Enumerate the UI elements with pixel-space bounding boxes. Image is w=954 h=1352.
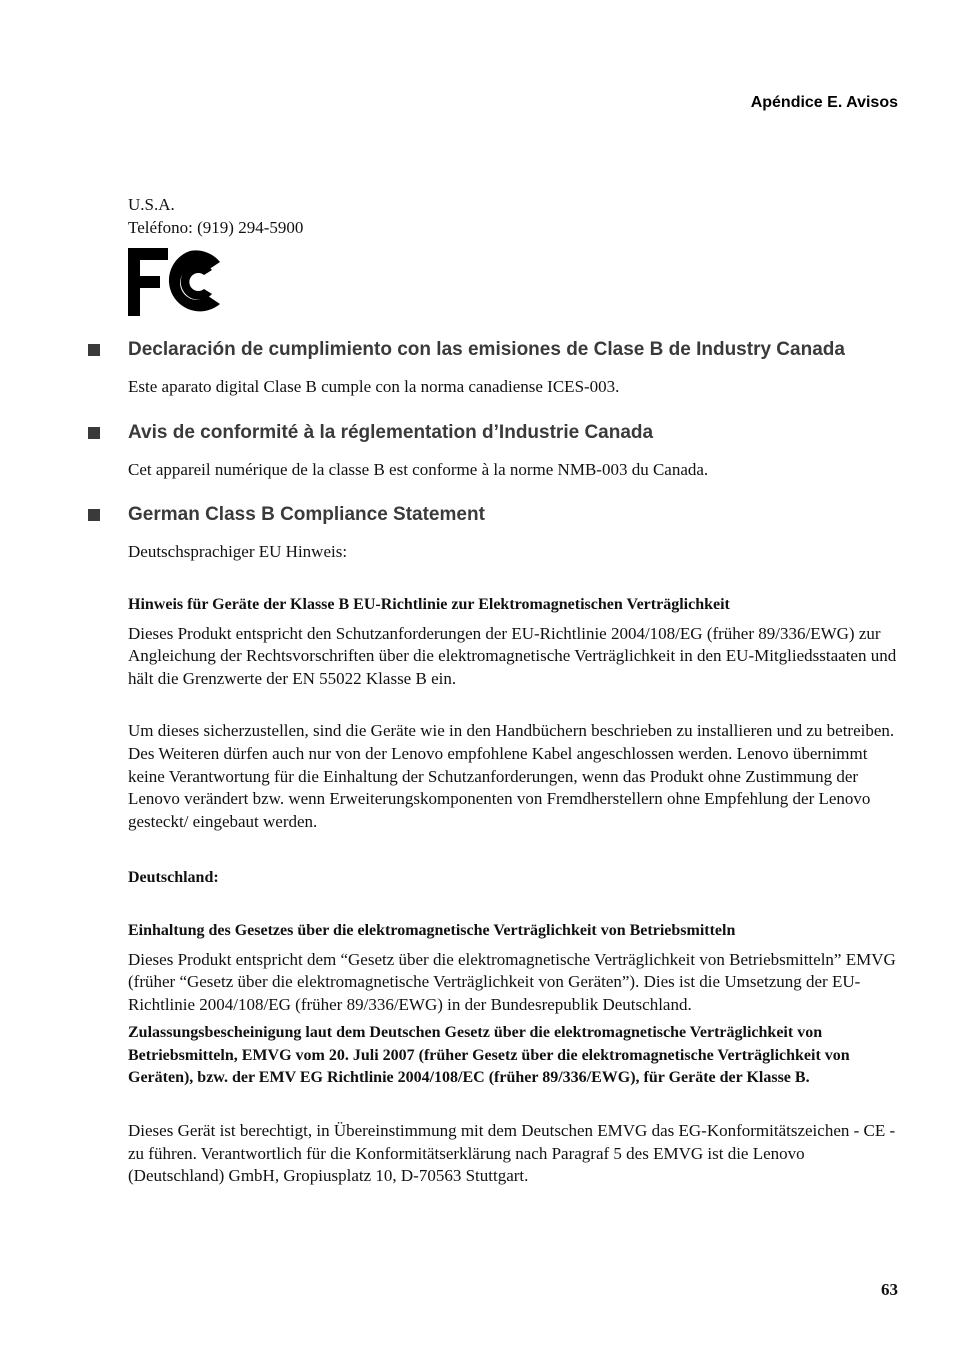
section-industrie-canada-fr <box>128 421 904 482</box>
section-body: Cet appareil numérique de la classe B est conforme à la norme NMB-003 du Canada. <box>128 459 709 479</box>
hinweis-body: Dieses Produkt entspricht den Schutzanforderungen der EU-Richtlinie 2004/108/EG (früher 89/336/EWG) zur Angleichung der Rechtsvorschriften über die elektromagnetische Verträglichkeit in den EU-Mitgliedsstaaten und hält die Grenzwerte der EN 55022 Klasse B ein. <box>128 623 897 688</box>
square-bullet-icon <box>88 509 100 521</box>
page-number: 63 <box>881 1280 898 1299</box>
running-header: Apéndice E. Avisos <box>750 94 898 111</box>
page-content <box>128 194 904 1188</box>
section-body: Deutschsprachiger EU Hinweis: <box>128 542 348 562</box>
square-bullet-icon <box>88 427 100 439</box>
section-body: Este aparato digital Clase B cumple con la norma canadiense ICES-003. <box>128 377 620 397</box>
zulassung-heading: Zulassungsbescheinigung laut dem Deutschen Gesetz über die elektromagnetische Verträglichkeit von Betriebsmitteln, EMVG vom 20. Juli 2007 (früher Gesetz über die elektromagnetische Verträglichkeit von Geräten), bzw. der EMV EG Richtlinie 2004/108/EC (früher 89/336/EWG), für Geräte der Klasse B. <box>128 1024 850 1087</box>
address-block <box>128 194 904 239</box>
einhaltung-heading: Einhaltung des Gesetzes über die elektromagnetische Verträglichkeit von Betriebsmitteln <box>128 921 736 939</box>
install-paragraph: Um dieses sicherzustellen, sind die Geräte wie in den Handbüchern beschrieben zu installieren und zu betreiben. Des Weiteren dürfen auch nur von der Lenovo empfohlene Kabel angeschlossen werden. Lenovo übernimmt keine Verantwortung für die Einhaltung der Schutzanforderungen, wenn das Produkt ohne Zustimmung der Lenovo verändert bzw. wenn Erweiterungskomponenten von Fremdherstellern ohne Empfehlung der Lenovo gesteckt/ eingebaut werden. <box>128 721 895 831</box>
address-phone: Teléfono: (919) 294-5900 <box>128 217 304 237</box>
hinweis-heading: Hinweis für Geräte der Klasse B EU-Richtlinie zur Elektromagnetischen Verträglichkeit <box>128 595 730 613</box>
fcc-logo-icon <box>128 248 220 316</box>
section-industry-canada-es <box>128 338 904 399</box>
address-country: U.S.A. <box>128 195 175 214</box>
section-heading: German Class B Compliance Statement <box>128 504 485 526</box>
section-heading: Avis de conformité à la réglementation d’Industrie Canada <box>128 421 654 443</box>
zulassung-body: Dieses Gerät ist berechtigt, in Übereinstimmung mit dem Deutschen EMVG das EG-Konformitätszeichen - CE - zu führen. Verantwortlich für die Konformitätserklärung nach Paragraf 5 des EMVG ist die Lenovo (Deutschland) GmbH, Gropiusplatz 10, D-70563 Stuttgart. <box>128 1121 896 1186</box>
square-bullet-icon <box>88 344 100 356</box>
deutschland-label: Deutschland: <box>128 869 219 887</box>
section-german-class-b <box>128 503 904 564</box>
einhaltung-body: Dieses Produkt entspricht dem “Gesetz über die elektromagnetische Verträglichkeit von Betriebsmitteln” EMVG (früher “Gesetz über die elektromagnetische Verträglichkeit von Geräten”). Dies ist die Umsetzung der EU-Richtlinie 2004/108/EG (früher 89/336/EWG) in der Bundesrepublik Deutschland. <box>128 949 896 1014</box>
section-heading: Declaración de cumplimiento con las emisiones de Clase B de Industry Canada <box>128 339 845 361</box>
